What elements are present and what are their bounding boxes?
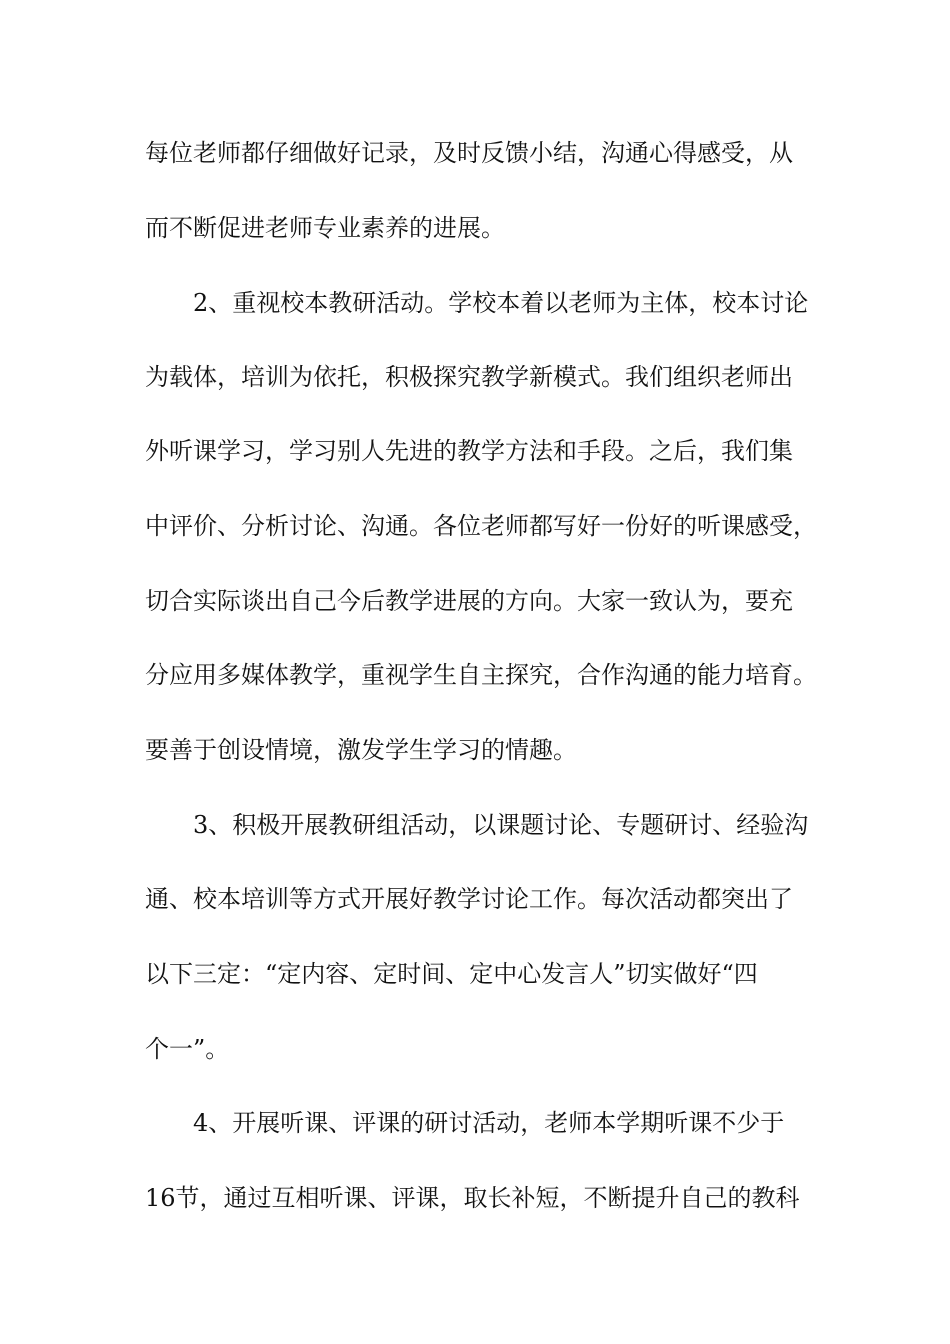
text-line: 个一”。 — [145, 1035, 230, 1063]
text-line: 外听课学习，学习别人先进的教学方法和手段。之后，我们集 — [145, 437, 793, 465]
text-line: 要善于创设情境，激发学生学习的情趣。 — [145, 736, 577, 764]
text-line: 通、校本培训等方式开展好教学讨论工作。每次活动都突出了 — [145, 885, 793, 913]
text-line: 中评价、分析讨论、沟通。各位老师都写好一份好的听课感受， — [145, 512, 817, 540]
text-line: 以下三定：“定内容、定时间、定中心发言人”切实做好“四 — [145, 960, 758, 988]
text-line: 每位老师都仔细做好记录，及时反馈小结，沟通心得感受，从 — [145, 139, 793, 167]
paragraph-start-line: 3、积极开展教研组活动，以课题讨论、专题研讨、经验沟 — [193, 811, 809, 839]
text-line: 为载体，培训为依托，积极探究教学新模式。我们组织老师出 — [145, 363, 793, 391]
paragraph-start-line: 4、开展听课、评课的研讨活动，老师本学期听课不少于 — [193, 1109, 785, 1137]
text-line: 而不断促进老师专业素养的进展。 — [145, 214, 505, 242]
text-line: 16节，通过互相听课、评课，取长补短，不断提升自己的教科 — [145, 1184, 800, 1212]
text-line: 分应用多媒体教学，重视学生自主探究，合作沟通的能力培育。 — [145, 661, 817, 689]
paragraph-start-line: 2、重视校本教研活动。学校本着以老师为主体，校本讨论 — [193, 289, 809, 317]
text-line: 切合实际谈出自己今后教学进展的方向。大家一致认为，要充 — [145, 587, 793, 615]
